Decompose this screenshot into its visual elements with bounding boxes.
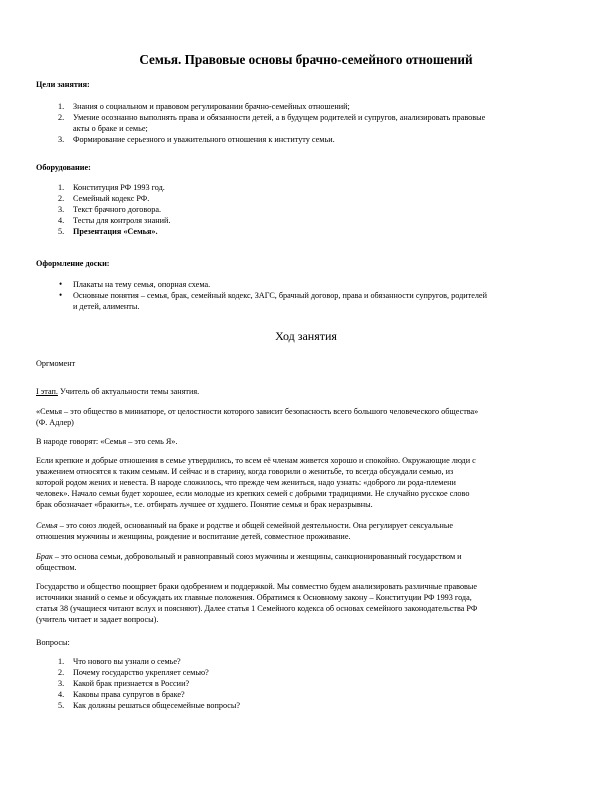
list-item-text: Почему государство укрепляет семью? <box>73 668 209 677</box>
list-number: 5. <box>58 701 65 710</box>
list-item-text: акты о браке и семье; <box>73 124 148 133</box>
list-item <box>59 279 583 290</box>
paragraph-line: уважением относятся к таким семьям. И сейчас и в старину, когда говорили о женитьбе, то всегда обсуждали семью, из <box>36 467 454 476</box>
list-number: 1. <box>58 102 65 111</box>
list-item-text: Что нового вы узнали о семье? <box>73 657 181 666</box>
list-number: 4. <box>58 216 65 225</box>
list-item-text: Как должны решаться общесемейные вопросы? <box>73 701 241 710</box>
list-number: 3. <box>58 679 65 688</box>
questions-list <box>58 656 573 711</box>
list-item-text: Умение осознанно выполнять права и обязанности детей, а в будущем родителей и супругов, анализировать правовые <box>73 113 486 122</box>
board-list <box>59 279 583 312</box>
list-item-text: Презентация «Семья». <box>73 227 158 236</box>
paragraph-line: (учитель читает и задает вопросы). <box>36 615 159 624</box>
list-item <box>58 689 573 700</box>
paragraph-line: человек». Начало семьи будет хорошее, если молодые из крепких семей с добрыми традициями. Не случайно русское слово <box>36 489 470 498</box>
list-number: 2. <box>58 194 65 203</box>
paragraph-state <box>36 581 581 625</box>
list-item-text: Семейный кодекс РФ. <box>73 194 150 203</box>
list-item <box>58 226 573 237</box>
list-item <box>58 134 573 145</box>
list-item <box>58 193 573 204</box>
stage-1 <box>36 386 576 397</box>
list-item-text: и детей, алименты. <box>73 302 140 311</box>
list-item-text: Плакаты на тему семья, опорная схема. <box>73 280 211 289</box>
paragraph-line: брак обозначает «бракить», т.е. отбирать лучшее от худшего. Понятие семья и брак неразрывны. <box>36 500 373 509</box>
list-number: 4. <box>58 690 65 699</box>
paragraph-family-traditions <box>36 455 581 510</box>
stage-1-text: Учитель об актуальности темы занятия. <box>57 387 200 396</box>
page-title: Семья. Правовые основы брачно-семейного отношений <box>139 52 473 67</box>
bullet-icon: • <box>59 290 63 300</box>
saying: В народе говорят: «Семья – это семь Я». <box>36 437 178 446</box>
list-number: 1. <box>58 657 65 666</box>
list-number: 2. <box>58 113 65 122</box>
term-family: Семья <box>36 521 58 530</box>
list-item-text: Формирование серьезного и уважительного отношения к институту семьи. <box>73 135 335 144</box>
quote <box>36 406 581 428</box>
list-item-text: Какой брак признается в России? <box>73 679 190 688</box>
bullet-icon: • <box>59 279 63 289</box>
list-number: 1. <box>58 183 65 192</box>
list-item-text: Знания о социальном и правовом регулировании брачно-семейных отношений; <box>73 102 350 111</box>
list-item <box>58 204 573 215</box>
family-definition <box>36 520 581 542</box>
list-item <box>58 215 573 226</box>
list-number: 5. <box>58 227 65 236</box>
list-item <box>58 656 573 667</box>
list-number: 3. <box>58 135 65 144</box>
quote-line: (Ф. Адлер) <box>36 418 74 427</box>
list-item-continuation <box>73 301 583 312</box>
goals-heading: Цели занятия: <box>36 80 90 89</box>
term-marriage: Брак <box>36 552 53 561</box>
goals-list <box>58 101 573 145</box>
questions-heading: Вопросы: <box>36 638 70 647</box>
list-item <box>58 700 573 711</box>
list-item-text: Основные понятия – семья, брак, семейный кодекс, ЗАГС, брачный договор, права и обязанности супругов, родителей <box>73 291 487 300</box>
orgmoment: Оргмомент <box>36 359 76 368</box>
list-item <box>58 101 573 112</box>
list-number: 3. <box>58 205 65 214</box>
definition-text: – это союз людей, основанный на браке и родстве и общей семейной деятельности. Она регулирует сексуальные <box>57 521 454 530</box>
paragraph-line: статья 38 (учащиеся читают вслух и поясняют). Далее статья 1 Семейного кодекса об основах семейного законодательства РФ <box>36 604 478 613</box>
list-item <box>59 290 583 301</box>
list-item-text: Текст брачного договора. <box>73 205 161 214</box>
course-heading: Ход занятия <box>275 329 337 343</box>
list-item <box>58 112 573 123</box>
list-item-text: Тесты для контроля знаний. <box>73 216 171 225</box>
quote-line: «Семья – это общество в миниатюре, от целостности которого зависит безопасность всего большого человеческого общества» <box>36 407 479 416</box>
list-item-text: Каковы права супругов в браке? <box>73 690 185 699</box>
marriage-definition <box>36 551 581 573</box>
equipment-list <box>58 182 573 237</box>
stage-1-label: I этап. <box>36 387 58 396</box>
list-item <box>58 678 573 689</box>
definition-text: – это основа семьи, добровольный и равноправный союз мужчины и женщины, санкционированный государством и <box>52 552 462 561</box>
list-item <box>58 667 573 678</box>
board-heading: Оформление доски: <box>36 259 110 268</box>
paragraph-line: Государство и общество поощряет браки одобрением и поддержкой. Мы совместно будем анализировать различные правовые <box>36 582 478 591</box>
definition-text: обществом. <box>36 563 77 572</box>
list-item-continuation <box>73 123 573 134</box>
paragraph-line: которой родом жених и невеста. В народе сложилось, что прежде чем жениться, надо узнать: «доброго ли рода-племени <box>36 478 456 487</box>
list-number: 2. <box>58 668 65 677</box>
paragraph-line: Если крепкие и добрые отношения в семье утвердились, то всем её членам живется хорошо и спокойно. Окружающие люди с <box>36 456 476 465</box>
paragraph-line: источники знаний о семье и обсуждать их главные положения. Обратимся к Основному закону – Конституции РФ 1993 года, <box>36 593 472 602</box>
list-item <box>58 182 573 193</box>
definition-text: отношения мужчины и женщины, рождение и воспитание детей, совместное проживание. <box>36 532 351 541</box>
equipment-heading: Оборудование: <box>36 163 91 172</box>
list-item-text: Конституция РФ 1993 год. <box>73 183 165 192</box>
